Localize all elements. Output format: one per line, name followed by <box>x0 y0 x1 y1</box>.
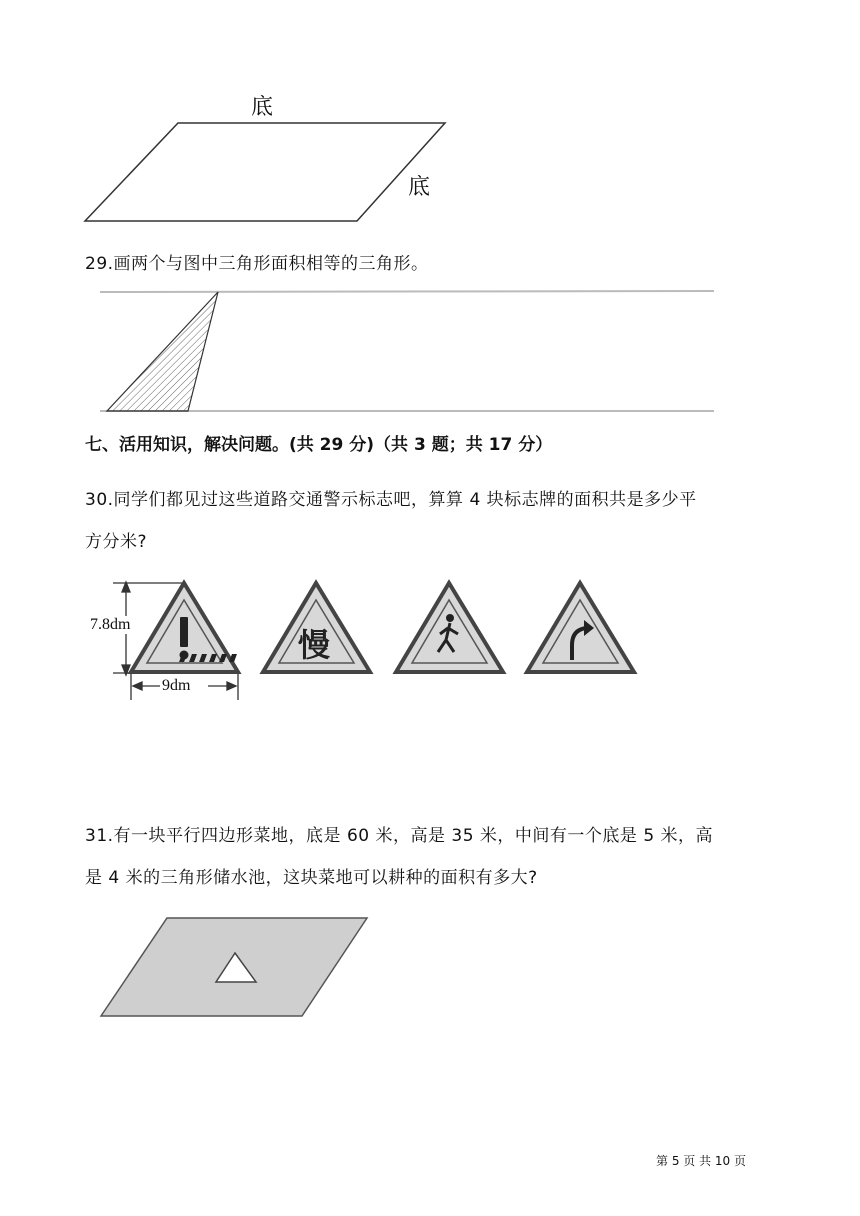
question-31-line-1: 31.有一块平行四边形菜地，底是 60 米，高是 35 米，中间有一个底是 5 米，高 <box>85 826 714 846</box>
height-label: 7.8dm <box>90 616 131 633</box>
question-31-line-2: 是 4 米的三角形储水池，这块菜地可以耕种的面积有多大? <box>85 868 538 888</box>
parallelogram-top-label: 底 <box>251 95 274 120</box>
page-footer: 第 5 页 共 10 页 <box>656 1154 746 1168</box>
question-30-line-2: 方分米? <box>85 532 148 552</box>
section-7-heading: 七、活用知识，解决问题。(共 29 分)（共 3 题；共 17 分） <box>85 435 553 455</box>
base-label: 9dm <box>162 677 191 694</box>
question-29: 29.画两个与图中三角形面积相等的三角形。 <box>85 254 429 274</box>
question-30-line-1: 30.同学们都见过这些道路交通警示标志吧，算算 4 块标志牌的面积共是多少平 <box>85 490 697 510</box>
slow-sign-glyph: 慢 <box>298 626 331 664</box>
parallelogram-side-label: 底 <box>408 175 431 200</box>
